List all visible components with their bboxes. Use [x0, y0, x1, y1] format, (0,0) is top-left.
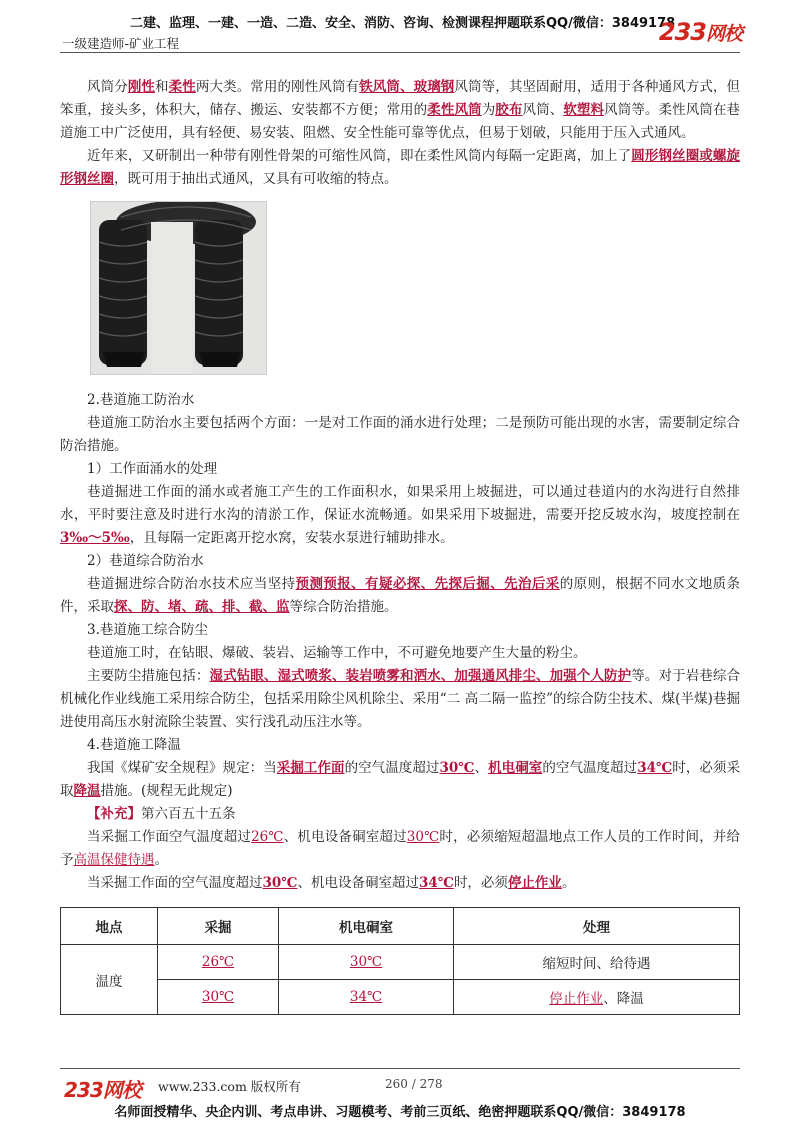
table-cell: 30℃	[158, 980, 279, 1015]
brand-logo: 233网校	[658, 18, 742, 46]
table-cell: 34℃	[279, 980, 454, 1015]
temperature-table	[60, 907, 740, 1015]
duct-photo	[90, 201, 267, 375]
footer-logo: 233网校	[64, 1078, 141, 1102]
section-2-sub2-title: 2）巷道综合防治水	[87, 553, 204, 569]
section-2-sub1-body: 巷道掘进工作面的涌水或者施工产生的工作面积水，如果采用上坡掘进，可以通过巷道内的水沟进行自然排水，平时要注意及时进行水沟的清淤工作，保证水流畅通。如果采用下坡掘进，需要开挖反坡水沟，坡度控制在3‰～5‰，且每隔一定距离开挖水窝，安装水泵进行辅助排水。	[60, 484, 740, 546]
table-cell: 缩短时间、给待遇	[454, 945, 740, 980]
table-row	[61, 980, 740, 1015]
section-2-intro: 巷道施工防治水主要包括两个方面：一是对工作面的涌水进行处理；二是预防可能出现的水害，需要制定综合防治措施。	[60, 415, 740, 454]
section-2-sub2-body: 巷道掘进综合防治水技术应当坚持预测预报、有疑必探、先探后掘、先治后采的原则，根据不同水文地质条件，采取探、防、堵、疏、排、截、监等综合防治措施。	[60, 576, 741, 615]
table-header-cell: 地点	[61, 908, 158, 945]
flexible-duct-image	[91, 202, 266, 374]
table-header-cell: 机电硐室	[279, 908, 454, 945]
table-row	[61, 945, 740, 980]
section-3-p2: 主要防尘措施包括：湿式钻眼、湿式喷浆、装岩喷雾和洒水、加强通风排尘、加强个人防护等。对于岩巷综合机械化作业线施工采用综合防尘，包括采用除尘风机除尘、采用“二 高二隔一监控”的综合防尘技术、煤(半煤)巷掘进使用高压水射流除尘装置、实行浅孔动压注水等。	[60, 668, 741, 730]
table-cell: 30℃	[279, 945, 454, 980]
page-content	[60, 76, 740, 1015]
table-header-cell: 采掘	[158, 908, 279, 945]
table-header-row	[61, 908, 740, 945]
table-header-cell: 处理	[454, 908, 740, 945]
page-number: 260 / 278	[385, 1077, 443, 1091]
footer-site: www.233.com 版权所有	[158, 1079, 301, 1094]
section-4-title: 4.巷道施工降温	[87, 737, 181, 753]
table-cell: 停止作业、降温	[454, 980, 740, 1015]
section-4-p1: 我国《煤矿安全规程》规定：当采掘工作面的空气温度超过30℃、机电硐室的空气温度超过34℃时，必须采取降温措施。(规程无此规定)	[60, 760, 741, 799]
header-divider	[60, 52, 740, 53]
paragraph-retractable-duct: 近年来，又研制出一种带有刚性骨架的可缩性风筒，即在柔性风筒内每隔一定距离，加上了圆形钢丝圈或螺旋形钢丝圈，既可用于抽出式通风，又具有可收缩的特点。	[60, 148, 741, 187]
section-2-title: 2.巷道施工防治水	[87, 392, 195, 408]
table-cell: 26℃	[158, 945, 279, 980]
supplement-p2: 当采掘工作面的空气温度超过30℃、机电设备硐室超过34℃时，必须停止作业。	[87, 875, 576, 891]
footer-promo-text: 名师面授精华、央企内训、考点串讲、习题模考、考前三页纸、绝密押题联系QQ/微信：3849178	[114, 1105, 686, 1120]
header-promo-text: 二建、监理、一建、一造、二造、安全、消防、咨询、检测课程押题联系QQ/微信：3849178	[130, 16, 676, 31]
footer-divider	[60, 1068, 740, 1069]
section-3-title: 3.巷道施工综合防尘	[87, 622, 208, 638]
supplement-heading: 【补充】第六百五十五条	[87, 806, 236, 822]
header-subtitle: 一级建造师-矿业工程	[62, 36, 180, 51]
table-row-label: 温度	[61, 945, 158, 1015]
section-2-sub1-title: 1）工作面涌水的处理	[87, 461, 218, 477]
section-3-p1: 巷道施工时，在钻眼、爆破、装岩、运输等工作中，不可避免地要产生大量的粉尘。	[87, 645, 587, 661]
supplement-p1: 当采掘工作面空气温度超过26℃、机电设备硐室超过30℃时，必须缩短超温地点工作人员的工作时间，并给予高温保健待遇。	[60, 829, 741, 868]
paragraph-duct-types: 风筒分刚性和柔性两大类。常用的刚性风筒有铁风筒、玻璃钢风筒等，其坚固耐用，适用于各种通风方式，但笨重，接头多，体积大，储存、搬运、安装都不方便；常用的柔性风筒为胶布风筒、软塑料风筒等。柔性风筒在巷道施工中广泛使用，具有轻便、易安装、阻燃、安全性能可靠等优点，但易于划破，只能用于压入式通风。	[60, 79, 741, 141]
